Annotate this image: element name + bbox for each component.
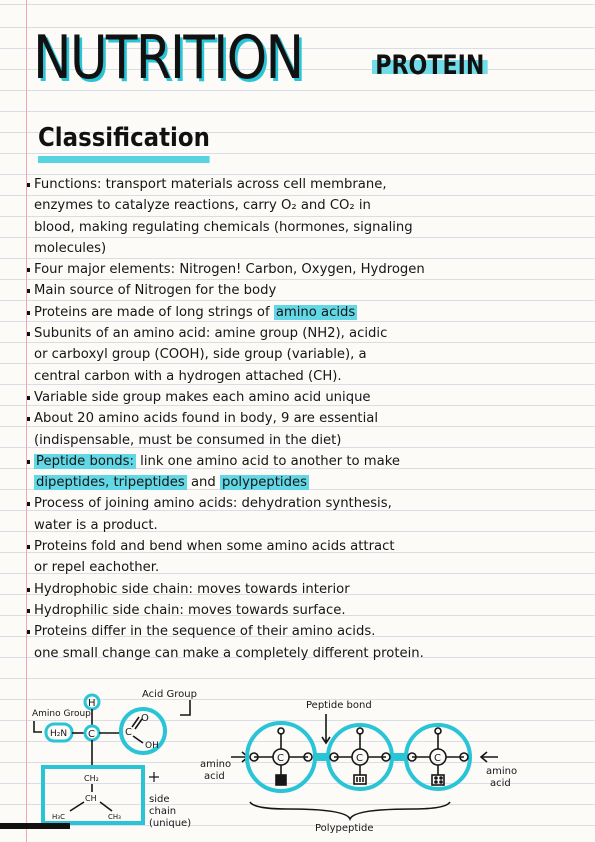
note-line: or repel eachother. [34,560,160,576]
unit-carbon-label: C [277,753,284,764]
note-text: link one amino acid to another to make [140,453,401,469]
highlight-polypeptides: polypeptides [221,475,307,491]
note-line: Functions: transport materials across cell membrane, [34,174,504,195]
note-line: Four major elements: Nitrogen! Carbon, Oxygen, Hydrogen [34,259,504,280]
right-arrow [481,752,498,762]
polypeptide-brace [250,802,450,819]
h3c-label: H₃C [52,813,65,821]
amino-acid-diagram [28,685,588,842]
notes-body [34,174,504,664]
side-chain-label-1: side [149,794,170,805]
side-chain-label-3: (unique) [149,818,192,829]
left-amino-acid-label-2: acid [204,771,225,782]
left-amino-acid-label-1: amino [200,759,232,770]
bond-line [133,736,143,743]
unit-carbon-label: C [434,753,441,764]
note-line: enzymes to catalyze reactions, carry O₂ and CO₂ in [34,198,371,214]
amino-acid-unit [328,725,392,789]
ch2-label: CH₂ [84,774,99,783]
page-subtitle: PROTEIN [372,50,488,81]
note-line: About 20 amino acids found in body, 9 are essential [34,408,504,429]
unit-carbon-label: C [356,753,363,764]
amino-group-label: Amino Group [32,709,91,719]
amino-group-arrow [34,721,42,732]
section-heading: Classification [38,124,210,163]
peptide-bond-label: Peptide bond [306,700,372,711]
page-title: NUTRITION [33,23,303,93]
note-line [34,472,504,493]
note-text: and [190,475,216,491]
note-line: molecules) [34,240,107,256]
oxygen-label: O [141,713,149,724]
ch-label: CH [85,794,97,803]
note-line: water is a product. [34,517,158,533]
central-carbon-label: C [88,729,95,740]
acid-group-arrow [180,700,190,715]
note-line: Variable side group makes each amino acid unique [34,387,504,408]
note-line [34,302,504,323]
hydrogen-label: H [88,698,96,709]
ch3-label: CH₃ [108,813,121,821]
amino-acid-unit [247,723,315,791]
note-line: Process of joining amino acids: dehydration synthesis, [34,493,504,514]
note-line: Hydrophilic side chain: moves towards surface. [34,600,504,621]
highlight-amino-acids: amino acids [275,304,356,320]
note-line: central carbon with a hydrogen attached (CH). [34,368,342,384]
note-line: Main source of Nitrogen for the body [34,280,504,301]
note-line: Subunits of an amino acid: amine group (NH2), acidic [34,323,504,344]
branch-bonds [70,802,112,811]
carboxyl-carbon-label: C [125,727,132,738]
note-line: one small change can make a completely different protein. [34,645,424,661]
right-amino-acid-label-2: acid [490,778,511,789]
asterisk-mark [149,772,159,782]
peptide-link [314,753,328,761]
polypeptide-label: Polypeptide [315,823,374,834]
note-line: blood, making regulating chemicals (hormones, signaling [34,219,413,235]
note-line: or carboxyl group (COOH), side group (variable), a [34,347,367,363]
note-line: Proteins differ in the sequence of their amino acids. [34,621,504,642]
note-text: Proteins are made of long strings of [34,304,270,320]
highlight-dipeptides: dipeptides, tripeptides [36,475,185,491]
amine-label: H₂N [50,729,68,739]
peptide-link [392,753,406,761]
hydroxyl-label: OH [145,741,159,751]
page-edge-shadow [0,823,70,829]
note-line: Proteins fold and bend when some amino acids attract [34,536,504,557]
amino-acid-unit [406,725,470,789]
right-amino-acid-label-1: amino [486,766,518,777]
peptide-bond-arrow [322,714,330,743]
note-line: Hydrophobic side chain: moves towards interior [34,579,504,600]
highlight-peptide-bonds: Peptide bonds: [36,453,134,469]
acid-group-label: Acid Group [142,689,197,700]
note-line [34,451,504,472]
note-line: (indispensable, must be consumed in the diet) [34,432,342,448]
side-chain-label-2: chain [149,806,177,817]
